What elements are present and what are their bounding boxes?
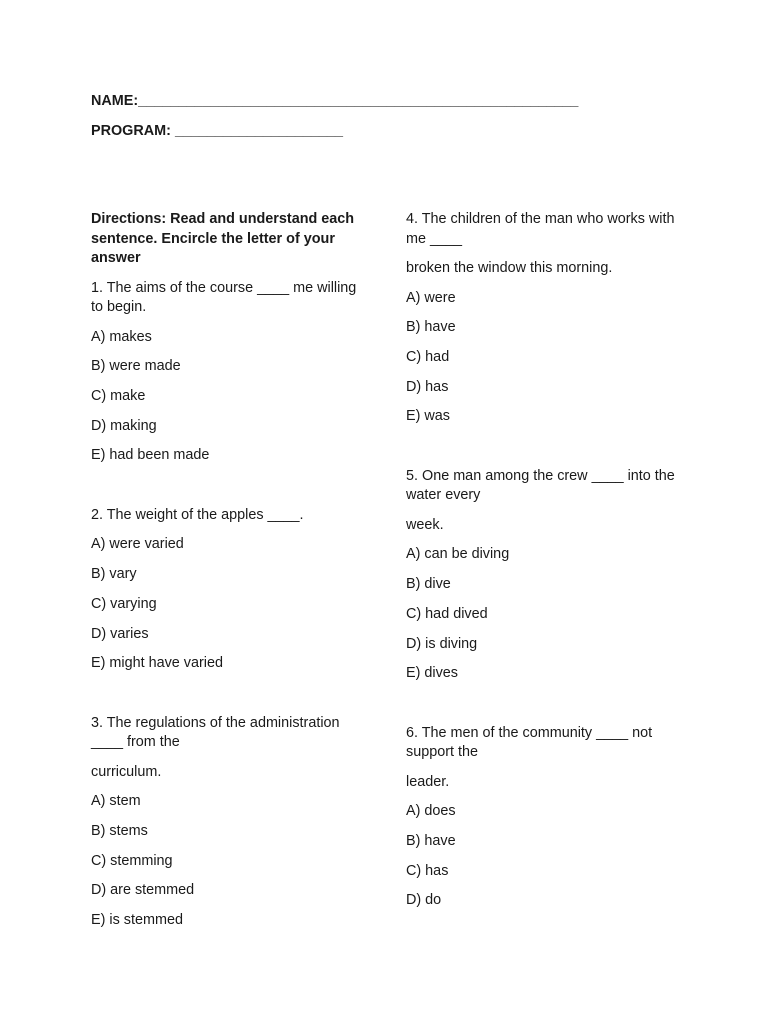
answer-option: A) were varied [91, 536, 184, 553]
question-stem: 3. The regulations of the administration ____ from the [91, 714, 340, 751]
question-4 [406, 210, 676, 427]
question-stem: 5. One man among the crew ____ into the water every [406, 467, 675, 504]
answer-option: A) does [406, 803, 456, 820]
question-5 [406, 467, 676, 684]
answer-option: B) vary [91, 566, 137, 583]
answer-option: B) have [406, 833, 456, 850]
directions-text: Directions: Read and understand each sentence. Encircle the letter of your answer [91, 211, 355, 266]
answer-option: D) has [406, 378, 449, 395]
answer-option: B) dive [406, 576, 451, 593]
answer-option: C) make [91, 387, 146, 404]
question-stem: 6. The men of the community ____ not support the [406, 724, 653, 761]
answer-option: E) was [406, 408, 450, 425]
answer-option: A) makes [91, 328, 152, 345]
question-1 [91, 279, 361, 466]
left-column [91, 210, 361, 941]
question-stem-continued: curriculum. [91, 763, 162, 780]
answer-option: D) making [91, 417, 157, 434]
answer-option: D) do [406, 892, 442, 909]
question-stem-continued: broken the window this morning. [406, 260, 613, 276]
question-stem: 1. The aims of the course ____ me willing to begin. [91, 279, 357, 315]
question-2 [91, 506, 361, 674]
right-column [406, 210, 676, 921]
question-stem: 2. The weight of the apples ____. [91, 506, 304, 523]
answer-option: E) had been made [91, 447, 210, 464]
answer-option: E) might have varied [91, 655, 223, 672]
answer-option: A) were [406, 289, 456, 306]
answer-option: C) had dived [406, 605, 488, 622]
answer-option: C) varying [91, 595, 157, 612]
question-stem: 4. The children of the man who works with me ____ [406, 211, 675, 247]
program-field-label: PROGRAM: _____________________ [91, 123, 344, 139]
answer-option: D) are stemmed [91, 882, 195, 899]
answer-option: A) can be diving [406, 546, 510, 563]
answer-option: B) were made [91, 358, 181, 375]
answer-option: B) stems [91, 823, 148, 840]
answer-option: C) had [406, 348, 450, 365]
name-field-label: NAME:_______________________________________________________ [91, 93, 579, 109]
answer-option: D) is diving [406, 635, 478, 652]
question-6 [406, 724, 676, 911]
answer-option: C) has [406, 862, 449, 879]
answer-option: B) have [406, 319, 456, 336]
answer-option: E) dives [406, 665, 458, 682]
answer-option: E) is stemmed [91, 912, 183, 929]
answer-option: C) stemming [91, 852, 173, 869]
answer-option: A) stem [91, 793, 141, 810]
question-stem-continued: leader. [406, 773, 450, 790]
answer-option: D) varies [91, 625, 149, 642]
question-3 [91, 714, 361, 931]
question-stem-continued: week. [406, 516, 444, 533]
